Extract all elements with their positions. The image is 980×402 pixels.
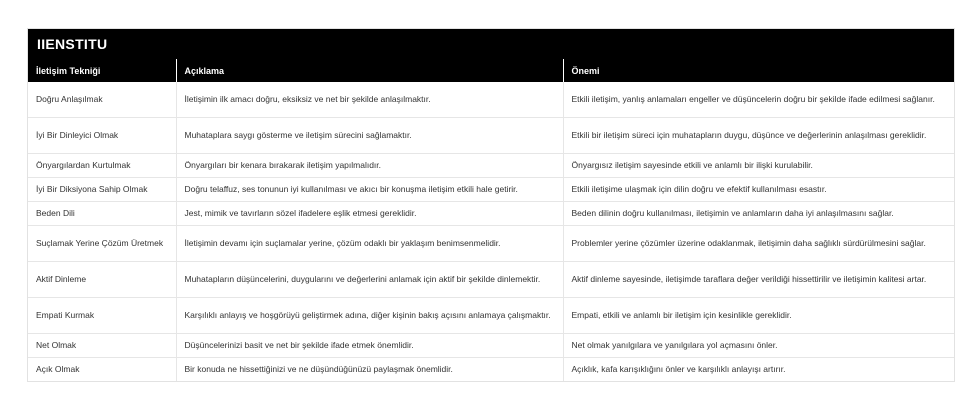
description-cell: Düşüncelerinizi basit ve net bir şekilde ifade etmek önemlidir. <box>176 334 563 358</box>
table-row <box>28 154 954 178</box>
importance-cell: Net olmak yanılgılara ve yanılgılara yol açmasını önler. <box>563 334 954 358</box>
technique-cell: İyi Bir Diksiyona Sahip Olmak <box>28 178 176 202</box>
description-cell: Muhataplara saygı gösterme ve iletişim sürecini sağlamaktır. <box>176 118 563 154</box>
table-row <box>28 298 954 334</box>
description-cell: Jest, mimik ve tavırların sözel ifadelere eşlik etmesi gereklidir. <box>176 202 563 226</box>
description-cell: İletişimin devamı için suçlamalar yerine, çözüm odaklı bir yaklaşım benimsenmelidir. <box>176 226 563 262</box>
description-cell: Doğru telaffuz, ses tonunun iyi kullanılması ve akıcı bir konuşma iletişim etkili hale getirir. <box>176 178 563 202</box>
importance-cell: Empati, etkili ve anlamlı bir iletişim için kesinlikle gereklidir. <box>563 298 954 334</box>
importance-cell: Aktif dinleme sayesinde, iletişimde taraflara değer verildiği hissettirilir ve iletişimin kalitesi artar. <box>563 262 954 298</box>
technique-cell: Açık Olmak <box>28 358 176 382</box>
technique-cell: Aktif Dinleme <box>28 262 176 298</box>
technique-cell: Önyargılardan Kurtulmak <box>28 154 176 178</box>
description-cell: İletişimin ilk amacı doğru, eksiksiz ve net bir şekilde anlaşılmaktır. <box>176 82 563 118</box>
description-cell: Muhatapların düşüncelerini, duygularını ve değerlerini anlamak için aktif bir şekilde dinlemektir. <box>176 262 563 298</box>
importance-cell: Açıklık, kafa karışıklığını önler ve karşılıklı anlayışı artırır. <box>571 364 786 374</box>
header-importance: Önemi <box>563 59 954 82</box>
table-row <box>28 82 954 118</box>
importance-cell: Önyargısız iletişim sayesinde etkili ve anlamlı bir ilişki kurulabilir. <box>563 154 954 178</box>
table-row <box>28 334 954 358</box>
technique-cell: Net Olmak <box>28 334 176 358</box>
importance-cell: Etkili iletişim, yanlış anlamaları engeller ve düşüncelerin doğru bir şekilde ifade edilmesi sağlanır. <box>563 82 954 118</box>
brand-logo-text: IIENSTITU <box>37 36 108 52</box>
importance-cell: Etkili bir iletişim süreci için muhatapların duygu, düşünce ve değerlerinin anlaşılması gereklidir. <box>563 118 954 154</box>
technique-cell: Beden Dili <box>28 202 176 226</box>
communication-techniques-table <box>28 59 954 381</box>
importance-cell: Beden dilinin doğru kullanılması, iletişimin ve anlamların daha iyi anlaşılmasını sağlar. <box>563 202 954 226</box>
description-cell: Karşılıklı anlayış ve hoşgörüyü geliştirmek adına, diğer kişinin bakış açısını anlamaya çalışmaktır. <box>176 298 563 334</box>
technique-cell: İyi Bir Dinleyici Olmak <box>28 118 176 154</box>
table-header-row <box>28 59 954 82</box>
technique-cell: Empati Kurmak <box>28 298 176 334</box>
technique-cell: Doğru Anlaşılmak <box>28 82 176 118</box>
importance-cell: Problemler yerine çözümler üzerine odaklanmak, iletişimin daha sağlıklı sürdürülmesini sağlar. <box>563 226 954 262</box>
table-row <box>28 262 954 298</box>
technique-cell: Suçlamak Yerine Çözüm Üretmek <box>28 226 176 262</box>
table-row <box>28 118 954 154</box>
description-cell: Bir konuda ne hissettiğinizi ve ne düşündüğünüzü paylaşmak önemlidir. <box>176 358 563 382</box>
importance-cell: Etkili iletişime ulaşmak için dilin doğru ve efektif kullanılması esastır. <box>563 178 954 202</box>
table-row <box>28 178 954 202</box>
header-description: Açıklama <box>176 59 563 82</box>
header-technique: İletişim Tekniği <box>28 59 176 82</box>
description-cell: Önyargıları bir kenara bırakarak iletişim yapılmalıdır. <box>176 154 563 178</box>
brand-bar <box>28 29 954 59</box>
table-row <box>28 202 954 226</box>
table-row <box>28 358 954 382</box>
table-row <box>28 226 954 262</box>
table-card <box>27 28 955 382</box>
